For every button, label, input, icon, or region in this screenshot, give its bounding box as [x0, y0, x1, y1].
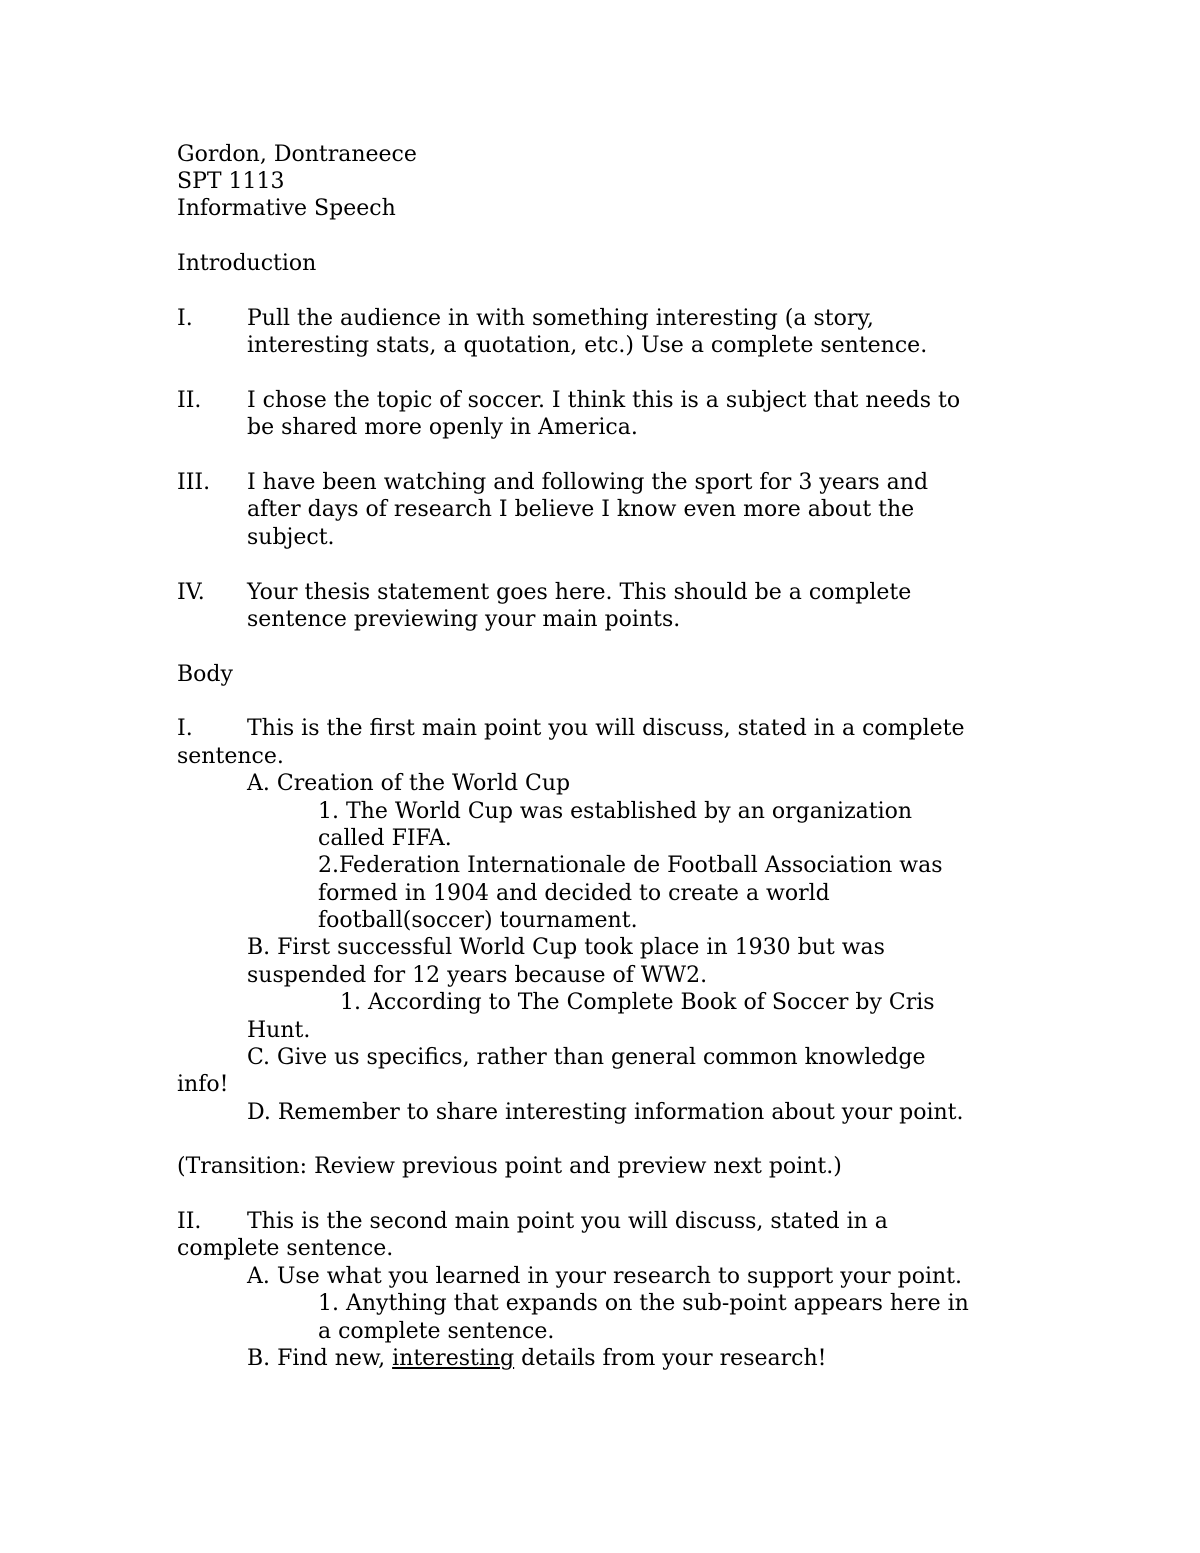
- point-1-sub-a-2-line-2: formed in 1904 and decided to create a world: [318, 881, 830, 906]
- intro-item-2-line-1: I chose the topic of soccer. I think this is a subject that needs to: [247, 388, 961, 413]
- point-2-sub-a: A. Use what you learned in your research to support your point.: [247, 1264, 962, 1289]
- body-point-2-line-1: This is the second main point you will discuss, stated in a: [247, 1209, 888, 1234]
- point-2-sub-a-1-line-1: 1. Anything that expands on the sub-point appears here in: [318, 1291, 969, 1316]
- intro-item-3-line-3: subject.: [247, 525, 335, 550]
- point-1-sub-b-line-2: suspended for 12 years because of WW2.: [247, 963, 708, 988]
- point-1-sub-a-1-line-2: called FIFA.: [318, 826, 452, 851]
- intro-item-4-line-2: sentence previewing your main points.: [247, 607, 681, 632]
- intro-item-4-line-1: Your thesis statement goes here. This should be a complete: [247, 580, 912, 605]
- intro-item-1-line-1: Pull the audience in with something interesting (a story,: [247, 306, 874, 331]
- student-name: Gordon, Dontraneece: [177, 142, 417, 167]
- course-code: SPT 1113: [177, 169, 285, 194]
- point-1-sub-d: D. Remember to share interesting information about your point.: [247, 1100, 964, 1125]
- point-1-sub-a-2-line-1: 2.Federation Internationale de Football Association was: [318, 853, 943, 878]
- point-2-sub-b: [247, 1345, 826, 1373]
- point-1-sub-a: A. Creation of the World Cup: [247, 771, 571, 796]
- body-point-1-line-2: sentence.: [177, 744, 284, 769]
- body-heading: Body: [177, 662, 233, 687]
- point-2-sub-b-prefix: B. Find new,: [247, 1346, 393, 1371]
- body-point-1-numeral: I.: [177, 716, 193, 741]
- point-1-sub-b-1-line-1: 1. According to The Complete Book of Soccer by Cris: [340, 990, 935, 1015]
- body-point-2-line-2: complete sentence.: [177, 1236, 394, 1261]
- point-1-sub-b-1-line-2: Hunt.: [247, 1018, 311, 1043]
- point-1-sub-b-line-1: B. First successful World Cup took place in 1930 but was: [247, 935, 885, 960]
- point-1-sub-a-1-line-1: 1. The World Cup was established by an organization: [318, 799, 913, 824]
- point-2-sub-b-suffix: details from your research!: [514, 1346, 827, 1371]
- point-2-sub-b-underlined: interesting: [392, 1346, 515, 1371]
- intro-numeral-2: II.: [177, 388, 202, 413]
- intro-item-2-line-2: be shared more openly in America.: [247, 415, 638, 440]
- point-2-sub-a-1-line-2: a complete sentence.: [318, 1319, 555, 1344]
- introduction-heading: Introduction: [177, 251, 317, 276]
- intro-item-1-line-2: interesting stats, a quotation, etc.) Use a complete sentence.: [247, 333, 928, 358]
- intro-item-3-line-1: I have been watching and following the sport for 3 years and: [247, 470, 929, 495]
- assignment-title: Informative Speech: [177, 196, 396, 221]
- intro-item-3-line-2: after days of research I believe I know even more about the: [247, 497, 915, 522]
- intro-numeral-4: IV.: [177, 580, 205, 605]
- intro-numeral-1: I.: [177, 306, 193, 331]
- transition-note: (Transition: Review previous point and preview next point.): [177, 1154, 842, 1179]
- point-1-sub-c-line-1: C. Give us specifics, rather than general common knowledge: [247, 1045, 926, 1070]
- body-point-2-numeral: II.: [177, 1209, 202, 1234]
- point-1-sub-a-2-line-3: football(soccer) tournament.: [318, 908, 638, 933]
- point-1-sub-c-line-2: info!: [177, 1072, 229, 1097]
- body-point-1-line-1: This is the first main point you will discuss, stated in a complete: [247, 716, 965, 741]
- intro-numeral-3: III.: [177, 470, 211, 495]
